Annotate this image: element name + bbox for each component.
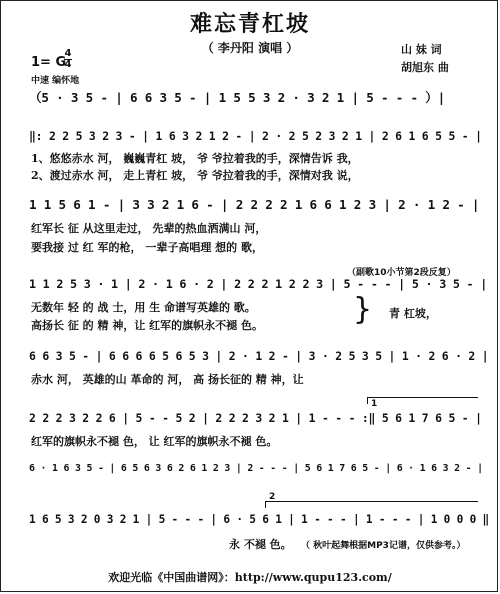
singer-credit: （ 李丹阳 演唱 ）: [201, 41, 299, 55]
lyric-line-5: 赤水 河， 英雄的山 革命的 河， 高 扬长征的 精 神，让: [31, 373, 304, 386]
lyric-line-6: 红军的旗帜永不褪 色， 让 红军的旗帜永不褪 色。: [31, 435, 278, 448]
notation-line-5: 6 6 3 5 - | 6 6 6 6 5 6 5 3 | 2 · 1 2 - | 3 · 2 5 3 5 | 1 · 2 6 · 2 |: [29, 349, 489, 363]
side-lyric: 青 杠坡，: [389, 307, 437, 320]
lyric-line-4b: 高扬长 征 的 精 神，让 红军的旗帜永不褪 色。: [31, 319, 263, 332]
lyric-line-3b: 要我接 过 红 军的枪， 一辈子高唱理 想的 歌，: [31, 241, 263, 254]
lyric-line-4a: 无数年 轻 的 战 士，用 生 命谱写英雄的 歌。: [31, 301, 256, 314]
notation-line-4: 1 1 2 5 3 · 1 | 2 · 1 6 · 2 | 2 2 2 1 2 2 3 | 5 - - - | 5 · 3 5 - |: [29, 277, 488, 291]
key-signature: 1= G: [31, 55, 67, 70]
meter-bottom: 4: [64, 59, 72, 70]
notation-line-7: 6 · 1 6 3 5 - | 6 5 6 3 6 2 6 1 2 3 | 2 - - - | 5 6 1 7 6 5 - | 6 · 1 6 3 2 - |: [29, 463, 483, 474]
tempo-marking: 中速 编怀地: [31, 76, 80, 86]
repeat-instruction: （副歌10小节第2段反复）: [347, 268, 456, 278]
notation-line-6: 2 2 2 3 2 2 6 | 5 - - 5 2 | 2 2 2 3 2 1 | 1 - - - :‖ 5 6 1 7 6 5 - |: [29, 411, 482, 425]
first-ending-bracket: [367, 397, 478, 404]
verse-brace: }: [353, 292, 373, 327]
lyric-line-8: 永 不褪 色。: [229, 538, 292, 551]
second-ending-number: 2: [269, 492, 276, 502]
transcription-note: （ 秋叶起舞根据MP3记谱，仅供参考。）: [301, 541, 466, 551]
lyric-line-2a: 1、悠悠赤水 河， 巍巍青杠 坡， 爷 爷拉着我的手，深情告诉 我，: [31, 152, 359, 165]
second-ending-bracket: [265, 501, 478, 508]
lyric-line-3a: 红军长 征 从这里走过， 先辈的热血洒满山 河，: [31, 222, 267, 235]
notation-line-2: ‖: 2 2 5 3 2 3 - | 1 6 3 2 1 2 - | 2 · 2 5 2 3 2 1 | 2 6 1 6 5 5 - |: [29, 129, 482, 143]
meter-top: 4: [64, 48, 72, 59]
notation-line-8: 1 6 5 3 2 0 3 2 1 | 5 - - - | 6 · 5 6 1 | 1 - - - | 1 - - - | 1 0 0 0 ‖: [29, 513, 490, 526]
lyric-line-2b: 2、渡过赤水 河， 走上青杠 坡， 爷 爷拉着我的手，深情对我 说，: [31, 169, 359, 182]
composer-credit: 胡旭东 曲: [401, 61, 449, 74]
notation-line-1: （5 · 3 5 - | 6 6 3 5 - | 1 5 5 3 2 · 3 2 1 | 5 - - - ）|: [29, 90, 446, 105]
site-footer: 欢迎光临《中国曲谱网》：http://www.qupu123.com/: [108, 571, 392, 584]
song-title: 难忘青杠坡: [189, 11, 310, 37]
first-ending-number: 1: [371, 399, 378, 409]
time-signature: [64, 49, 72, 70]
lyricist-credit: 山 妹 词: [401, 43, 442, 56]
notation-line-3: 1 1 5 6 1 - | 3 3 2 1 6 - | 2 2 2 2 1 6 6 1 2 3 | 2 · 1 2 - |: [29, 197, 480, 212]
